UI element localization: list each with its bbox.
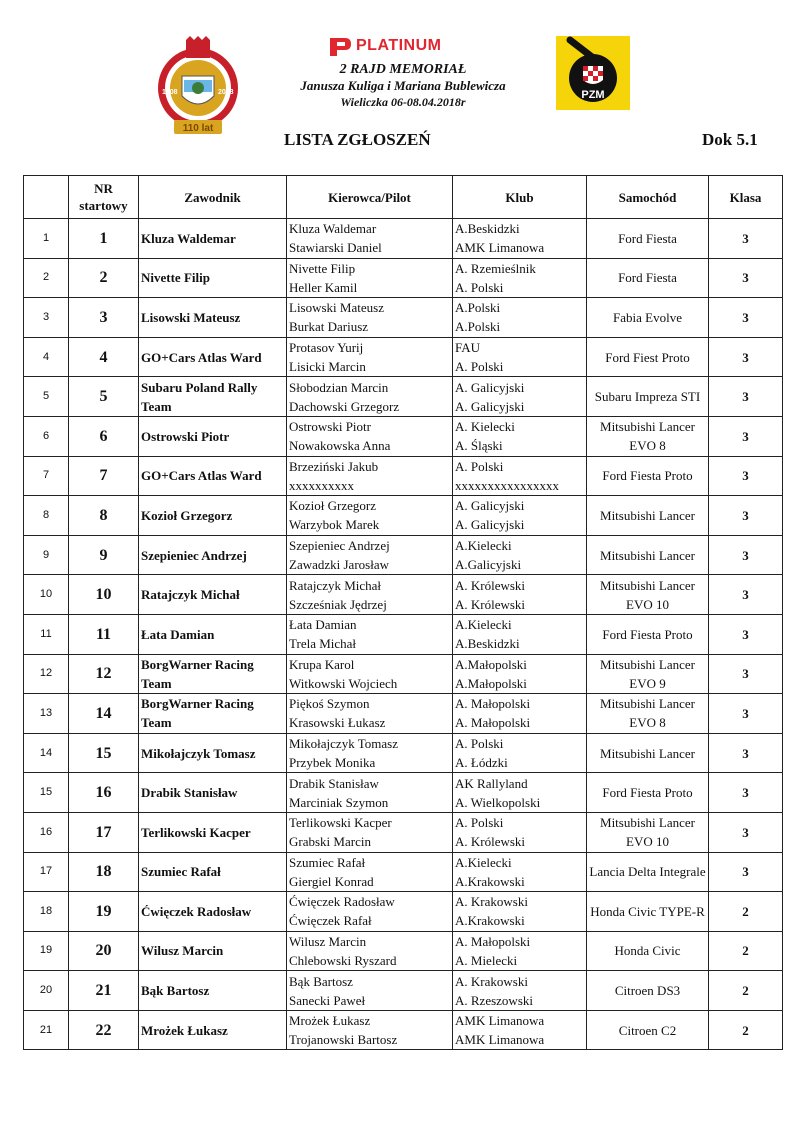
competitor-name: BorgWarner Racing Team: [139, 694, 287, 734]
start-number: 12: [69, 654, 139, 694]
competitor-name: Kozioł Grzegorz: [139, 496, 287, 536]
table-row: [24, 219, 783, 259]
driver-club: A.Kielecki: [455, 538, 512, 554]
crest-anniversary: 110 lat: [182, 123, 214, 134]
driver-name: Wilusz Marcin: [289, 933, 367, 949]
class-value: 3: [709, 219, 783, 259]
row-index: 20: [24, 971, 69, 1011]
pzm-logo: [556, 36, 630, 110]
codriver-name: Burkat Dariusz: [289, 319, 369, 335]
start-number: 18: [69, 852, 139, 892]
automobilklub-crest-logo: [152, 36, 244, 136]
table-row: [24, 337, 783, 377]
codriver-name: Ćwięczek Rafał: [289, 913, 372, 929]
col-header-nr-line2: startowy: [79, 198, 128, 213]
club-pair: [453, 773, 587, 813]
col-header-samochod: Samochód: [587, 176, 709, 219]
row-index: 19: [24, 931, 69, 971]
codriver-club: xxxxxxxxxxxxxxxx: [455, 477, 559, 493]
event-date: Wieliczka 06-08.04.2018r: [340, 95, 466, 109]
row-index: 17: [24, 852, 69, 892]
class-value: 2: [709, 971, 783, 1011]
start-number: 8: [69, 496, 139, 536]
club-pair: [453, 456, 587, 496]
driver-name: Ratajczyk Michał: [289, 577, 382, 593]
driver-club: A. Polski: [455, 815, 504, 831]
competitor-name: Ćwięczek Radosław: [139, 892, 287, 932]
car-model: Subaru Impreza STI: [587, 377, 709, 417]
driver-name: Lisowski Mateusz: [289, 300, 384, 316]
start-number: 9: [69, 535, 139, 575]
class-value: 3: [709, 614, 783, 654]
driver-club: A. Galicyjski: [455, 498, 525, 514]
car-model: Ford Fiest Proto: [587, 337, 709, 377]
car-model: Ford Fiesta: [587, 219, 709, 259]
driver-codriver: [287, 931, 453, 971]
table-row: [24, 852, 783, 892]
driver-club: A.Polski: [455, 300, 501, 316]
competitor-name: Bąk Bartosz: [139, 971, 287, 1011]
start-number: 22: [69, 1010, 139, 1050]
driver-club: A. Małopolski: [455, 696, 531, 712]
codriver-name: Warzybok Marek: [289, 517, 380, 533]
checkered-shield-icon: [583, 66, 603, 84]
club-pair: [453, 298, 587, 338]
crest-year-right: 2018: [218, 89, 234, 96]
class-value: 3: [709, 654, 783, 694]
row-index: 2: [24, 258, 69, 298]
competitor-name: Szumiec Rafał: [139, 852, 287, 892]
car-model: Fabia Evolve: [587, 298, 709, 338]
competitor-name: Lisowski Mateusz: [139, 298, 287, 338]
driver-codriver: [287, 892, 453, 932]
club-pair: [453, 1010, 587, 1050]
row-index: 5: [24, 377, 69, 417]
start-number: 1: [69, 219, 139, 259]
car-model: Mitsubishi Lancer EVO 8: [587, 694, 709, 734]
driver-name: Kluza Waldemar: [289, 221, 377, 237]
table-header-row: [24, 176, 783, 219]
codriver-club: A. Śląski: [455, 438, 503, 454]
club-pair: [453, 614, 587, 654]
driver-club: A. Galicyjski: [455, 379, 525, 395]
competitor-name: Nivette Filip: [139, 258, 287, 298]
row-index: 1: [24, 219, 69, 259]
driver-club: A. Małopolski: [455, 933, 531, 949]
col-header-nr-line1: NR: [94, 181, 113, 196]
start-number: 16: [69, 773, 139, 813]
codriver-club: AMK Limanowa: [455, 240, 545, 256]
driver-codriver: [287, 416, 453, 456]
competitor-name: Terlikowski Kacper: [139, 812, 287, 852]
row-index: 21: [24, 1010, 69, 1050]
platinum-p-icon: [328, 36, 352, 58]
codriver-club: A. Polski: [455, 359, 504, 375]
driver-name: Nivette Filip: [289, 260, 356, 276]
competitor-name: BorgWarner Racing Team: [139, 654, 287, 694]
table-row: [24, 694, 783, 734]
codriver-name: Witkowski Wojciech: [289, 675, 398, 691]
codriver-name: Przybek Monika: [289, 755, 376, 771]
table-row: [24, 258, 783, 298]
driver-name: Drabik Stanisław: [289, 775, 379, 791]
car-model: Ford Fiesta Proto: [587, 456, 709, 496]
driver-name: Słobodzian Marcin: [289, 379, 389, 395]
row-index: 7: [24, 456, 69, 496]
driver-club: A.Kielecki: [455, 854, 512, 870]
start-number: 21: [69, 971, 139, 1011]
driver-name: Bąk Bartosz: [289, 973, 353, 989]
driver-name: Krupa Karol: [289, 656, 355, 672]
document-reference: Dok 5.1: [702, 130, 758, 149]
car-model: Ford Fiesta Proto: [587, 614, 709, 654]
row-index: 18: [24, 892, 69, 932]
class-value: 3: [709, 456, 783, 496]
competitor-name: GO+Cars Atlas Ward: [139, 337, 287, 377]
car-model: Ford Fiesta Proto: [587, 773, 709, 813]
event-subtitle: Janusza Kuliga i Mariana Bublewicza: [300, 78, 506, 93]
driver-name: Protasov Yurij: [289, 340, 364, 356]
codriver-name: Lisicki Marcin: [289, 359, 366, 375]
codriver-club: A. Mielecki: [455, 952, 518, 968]
codriver-name: Giergiel Konrad: [289, 873, 374, 889]
driver-name: Ostrowski Piotr: [289, 419, 371, 435]
driver-club: A.Małopolski: [455, 656, 527, 672]
competitor-name: GO+Cars Atlas Ward: [139, 456, 287, 496]
start-number: 4: [69, 337, 139, 377]
table-row: [24, 931, 783, 971]
codriver-name: Nowakowska Anna: [289, 438, 391, 454]
table-row: [24, 377, 783, 417]
driver-codriver: [287, 654, 453, 694]
club-pair: [453, 733, 587, 773]
codriver-name: Krasowski Łukasz: [289, 715, 386, 731]
codriver-name: Chlebowski Ryszard: [289, 952, 397, 968]
driver-codriver: [287, 852, 453, 892]
table-row: [24, 416, 783, 456]
driver-codriver: [287, 575, 453, 615]
table-row: [24, 456, 783, 496]
codriver-club: A. Łódzki: [455, 755, 508, 771]
driver-club: A. Krakowski: [455, 973, 528, 989]
driver-name: Łata Damian: [289, 617, 357, 633]
competitor-name: Szepieniec Andrzej: [139, 535, 287, 575]
driver-club: AMK Limanowa: [455, 1013, 545, 1029]
car-model: Mitsubishi Lancer EVO 10: [587, 575, 709, 615]
start-number: 3: [69, 298, 139, 338]
club-pair: [453, 971, 587, 1011]
club-pair: [453, 219, 587, 259]
car-model: Ford Fiesta: [587, 258, 709, 298]
class-value: 3: [709, 575, 783, 615]
driver-club: AK Rallyland: [455, 775, 528, 791]
codriver-name: Sanecki Paweł: [289, 992, 366, 1008]
table-row: [24, 1010, 783, 1050]
row-index: 12: [24, 654, 69, 694]
club-pair: [453, 496, 587, 536]
table-row: [24, 773, 783, 813]
competitor-name: Łata Damian: [139, 614, 287, 654]
codriver-club: A. Królewski: [455, 596, 526, 612]
driver-club: A. Kielecki: [455, 419, 515, 435]
crest-year-left: 1908: [162, 89, 178, 96]
car-model: Mitsubishi Lancer EVO 10: [587, 812, 709, 852]
driver-codriver: [287, 773, 453, 813]
row-index: 16: [24, 812, 69, 852]
class-value: 3: [709, 298, 783, 338]
start-number: 14: [69, 694, 139, 734]
class-value: 3: [709, 812, 783, 852]
start-number: 7: [69, 456, 139, 496]
codriver-club: A.Małopolski: [455, 675, 527, 691]
competitor-name: Kluza Waldemar: [139, 219, 287, 259]
row-index: 14: [24, 733, 69, 773]
driver-codriver: [287, 535, 453, 575]
driver-club: A. Polski: [455, 736, 504, 752]
event-title: 2 RAJD MEMORIAŁ: [339, 62, 467, 77]
codriver-name: xxxxxxxxxx: [289, 477, 354, 493]
car-model: Mitsubishi Lancer: [587, 535, 709, 575]
driver-name: Piękoś Szymon: [289, 696, 370, 712]
driver-name: Mrożek Łukasz: [289, 1013, 371, 1029]
codriver-name: Marciniak Szymon: [289, 794, 389, 810]
driver-name: Szumiec Rafał: [289, 854, 366, 870]
car-model: Mitsubishi Lancer EVO 9: [587, 654, 709, 694]
table-row: [24, 654, 783, 694]
class-value: 3: [709, 258, 783, 298]
driver-codriver: [287, 694, 453, 734]
row-index: 15: [24, 773, 69, 813]
driver-name: Kozioł Grzegorz: [289, 498, 376, 514]
table-row: [24, 733, 783, 773]
club-pair: [453, 258, 587, 298]
club-pair: [453, 812, 587, 852]
class-value: 2: [709, 931, 783, 971]
competitor-name: Subaru Poland Rally Team: [139, 377, 287, 417]
col-header-klasa: Klasa: [709, 176, 783, 219]
row-index: 10: [24, 575, 69, 615]
driver-codriver: [287, 614, 453, 654]
car-model: Honda Civic: [587, 931, 709, 971]
driver-codriver: [287, 258, 453, 298]
driver-name: Szepieniec Andrzej: [289, 538, 390, 554]
codriver-club: A. Galicyjski: [455, 517, 525, 533]
col-header-klub: Klub: [453, 176, 587, 219]
driver-club: A.Kielecki: [455, 617, 512, 633]
brand-name: PLATINUM: [356, 37, 442, 54]
class-value: 3: [709, 733, 783, 773]
codriver-club: A.Galicyjski: [455, 557, 522, 573]
class-value: 3: [709, 535, 783, 575]
club-pair: [453, 535, 587, 575]
club-pair: [453, 852, 587, 892]
codriver-name: Stawiarski Daniel: [289, 240, 382, 256]
start-number: 6: [69, 416, 139, 456]
row-index: 6: [24, 416, 69, 456]
start-number: 10: [69, 575, 139, 615]
class-value: 3: [709, 694, 783, 734]
class-value: 2: [709, 892, 783, 932]
codriver-club: A. Galicyjski: [455, 398, 525, 414]
col-header-kierowca-pilot: Kierowca/Pilot: [287, 176, 453, 219]
table-row: [24, 892, 783, 932]
club-pair: [453, 694, 587, 734]
driver-name: Ćwięczek Radosław: [289, 894, 395, 910]
codriver-club: A.Krakowski: [455, 913, 525, 929]
codriver-club: A. Rzeszowski: [455, 992, 533, 1008]
driver-club: A.Beskidzki: [455, 221, 520, 237]
class-value: 3: [709, 773, 783, 813]
driver-codriver: [287, 1010, 453, 1050]
sponsor-brand: [312, 36, 472, 58]
driver-codriver: [287, 456, 453, 496]
club-pair: [453, 337, 587, 377]
class-value: 3: [709, 852, 783, 892]
table-row: [24, 812, 783, 852]
col-header-zawodnik: Zawodnik: [139, 176, 287, 219]
class-value: 3: [709, 416, 783, 456]
codriver-club: AMK Limanowa: [455, 1032, 545, 1048]
entry-list-table: [23, 175, 783, 1050]
car-model: Mitsubishi Lancer EVO 8: [587, 416, 709, 456]
start-number: 17: [69, 812, 139, 852]
row-index: 4: [24, 337, 69, 377]
competitor-name: Drabik Stanisław: [139, 773, 287, 813]
competitor-name: Mrożek Łukasz: [139, 1010, 287, 1050]
codriver-name: Szcześniak Jędrzej: [289, 596, 387, 612]
start-number: 15: [69, 733, 139, 773]
codriver-name: Dachowski Grzegorz: [289, 398, 400, 414]
club-pair: [453, 931, 587, 971]
club-pair: [453, 654, 587, 694]
car-model: Mitsubishi Lancer: [587, 496, 709, 536]
start-number: 19: [69, 892, 139, 932]
codriver-name: Zawadzki Jarosław: [289, 557, 389, 573]
row-index: 9: [24, 535, 69, 575]
table-row: [24, 535, 783, 575]
driver-club: A. Królewski: [455, 577, 526, 593]
driver-club: A. Polski: [455, 458, 504, 474]
driver-name: Mikołajczyk Tomasz: [289, 736, 398, 752]
club-pair: [453, 416, 587, 456]
driver-club: FAU: [455, 340, 481, 356]
competitor-name: Ostrowski Piotr: [139, 416, 287, 456]
row-index: 11: [24, 614, 69, 654]
codriver-name: Grabski Marcin: [289, 834, 371, 850]
car-model: Mitsubishi Lancer: [587, 733, 709, 773]
start-number: 2: [69, 258, 139, 298]
driver-codriver: [287, 219, 453, 259]
driver-club: A. Krakowski: [455, 894, 528, 910]
class-value: 3: [709, 337, 783, 377]
class-value: 2: [709, 1010, 783, 1050]
table-row: [24, 614, 783, 654]
codriver-club: A. Małopolski: [455, 715, 531, 731]
driver-codriver: [287, 971, 453, 1011]
table-row: [24, 971, 783, 1011]
codriver-club: A.Krakowski: [455, 873, 525, 889]
class-value: 3: [709, 377, 783, 417]
table-row: [24, 298, 783, 338]
codriver-club: A. Królewski: [455, 834, 526, 850]
driver-name: Terlikowski Kacper: [289, 815, 392, 831]
competitor-name: Ratajczyk Michał: [139, 575, 287, 615]
car-model: Lancia Delta Integrale: [587, 852, 709, 892]
car-model: Citroen C2: [587, 1010, 709, 1050]
driver-codriver: [287, 733, 453, 773]
class-value: 3: [709, 496, 783, 536]
page-title: LISTA ZGŁOSZEŃ: [284, 130, 431, 149]
col-header-nr: [69, 176, 139, 219]
start-number: 11: [69, 614, 139, 654]
codriver-club: A.Beskidzki: [455, 636, 520, 652]
driver-name: Brzeziński Jakub: [289, 458, 379, 474]
codriver-name: Trela Michał: [289, 636, 357, 652]
driver-codriver: [287, 812, 453, 852]
codriver-club: A.Polski: [455, 319, 501, 335]
driver-codriver: [287, 496, 453, 536]
codriver-club: A. Wielkopolski: [455, 794, 541, 810]
driver-codriver: [287, 337, 453, 377]
table-row: [24, 575, 783, 615]
car-model: Honda Civic TYPE-R: [587, 892, 709, 932]
row-index: 13: [24, 694, 69, 734]
car-model: Citroen DS3: [587, 971, 709, 1011]
start-number: 5: [69, 377, 139, 417]
driver-codriver: [287, 377, 453, 417]
row-index: 8: [24, 496, 69, 536]
club-pair: [453, 892, 587, 932]
pzm-label: PZM: [581, 89, 605, 101]
driver-club: A. Rzemieślnik: [455, 260, 536, 276]
club-pair: [453, 575, 587, 615]
col-header-index: [24, 176, 69, 219]
codriver-club: A. Polski: [455, 279, 504, 295]
competitor-name: Wilusz Marcin: [139, 931, 287, 971]
start-number: 20: [69, 931, 139, 971]
competitor-name: Mikołajczyk Tomasz: [139, 733, 287, 773]
codriver-name: Trojanowski Bartosz: [289, 1032, 398, 1048]
driver-codriver: [287, 298, 453, 338]
table-row: [24, 496, 783, 536]
club-pair: [453, 377, 587, 417]
codriver-name: Heller Kamil: [289, 279, 358, 295]
event-title-block: [248, 62, 558, 110]
row-index: 3: [24, 298, 69, 338]
